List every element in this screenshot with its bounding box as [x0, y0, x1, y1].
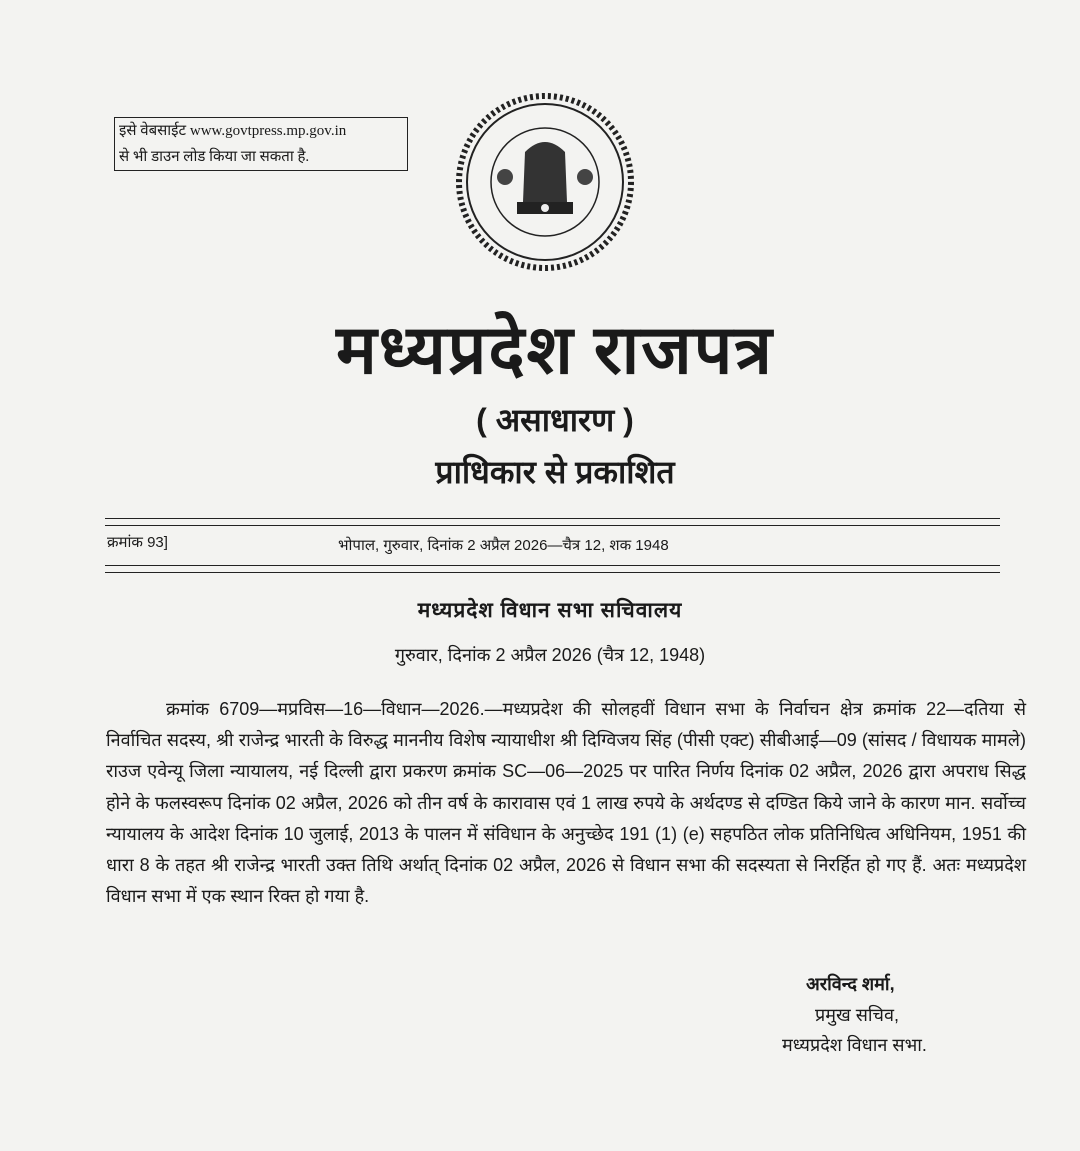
divider	[105, 565, 1000, 566]
website-download-note	[114, 117, 408, 171]
notice-date: गुरुवार, दिनांक 2 अप्रैल 2026 (चैत्र 12, 1948)	[394, 645, 706, 665]
website-note-line2: से भी डाउन लोड किया जा सकता है.	[119, 149, 310, 165]
issue-place-date: भोपाल, गुरुवार, दिनांक 2 अप्रैल 2026—चैत्र 12, शक 1948	[338, 537, 669, 554]
gazette-title: मध्यप्रदेश राजपत्र	[336, 312, 774, 388]
website-note-line1: इसे वेबसाईट www.govtpress.mp.gov.in	[119, 123, 347, 139]
signatory-office: मध्यप्रदेश विधान सभा.	[782, 1035, 927, 1055]
signatory-designation: प्रमुख सचिव,	[815, 1005, 899, 1025]
gazette-authority: प्राधिकार से प्रकाशित	[435, 454, 675, 490]
department-heading: मध्यप्रदेश विधान सभा सचिवालय	[417, 599, 683, 622]
state-emblem-seal	[455, 92, 635, 272]
issue-number: क्रमांक 93]	[107, 534, 168, 551]
signatory-name: अरविन्द शर्मा,	[806, 974, 895, 994]
notice-body: क्रमांक 6709—मप्रविस—16—विधान—2026.—मध्यप्रदेश की सोलहवीं विधान सभा के निर्वाचन क्षेत्र क्रमांक 22—दतिया से निर्वाचित सदस्य, श्री राजेन्द्र भारती के विरुद्ध माननीय विशेष न्यायाधीश श्री दिग्विजय सिंह (पीसी एक्ट) सीबीआई—09 (सांसद / विधायक मामले) राउज एवेन्यू जिला न्यायालय, नई दिल्ली द्वारा प्रकरण क्रमांक SC—06—2025 पर पारित निर्णय दिनांक 02 अप्रैल, 2026 द्वारा अपराध सिद्ध होने के फलस्वरूप दिनांक 02 अप्रैल, 2026 को तीन वर्ष के कारावास एवं 1 लाख रुपये के अर्थदण्ड से दण्डित किये जाने के कारण मान. सर्वोच्च न्यायालय के आदेश दिनांक 10 जुलाई, 2013 के पालन में संविधान के अनुच्छेद 191 (1) (e) सहपठित लोक प्रतिनिधित्व अधिनियम, 1951 की धारा 8 के तहत श्री राजेन्द्र भारती उक्त तिथि अर्थात् दिनांक 02 अप्रैल, 2026 से विधान सभा की सदस्यता से निरर्हित हो गए हैं. अतः मध्यप्रदेश विधान सभा में एक स्थान रिक्त हो गया है.	[106, 699, 1026, 907]
gazette-type: ( असाधारण )	[476, 402, 634, 438]
divider	[105, 518, 1000, 519]
divider	[105, 525, 1000, 526]
divider	[105, 572, 1000, 573]
